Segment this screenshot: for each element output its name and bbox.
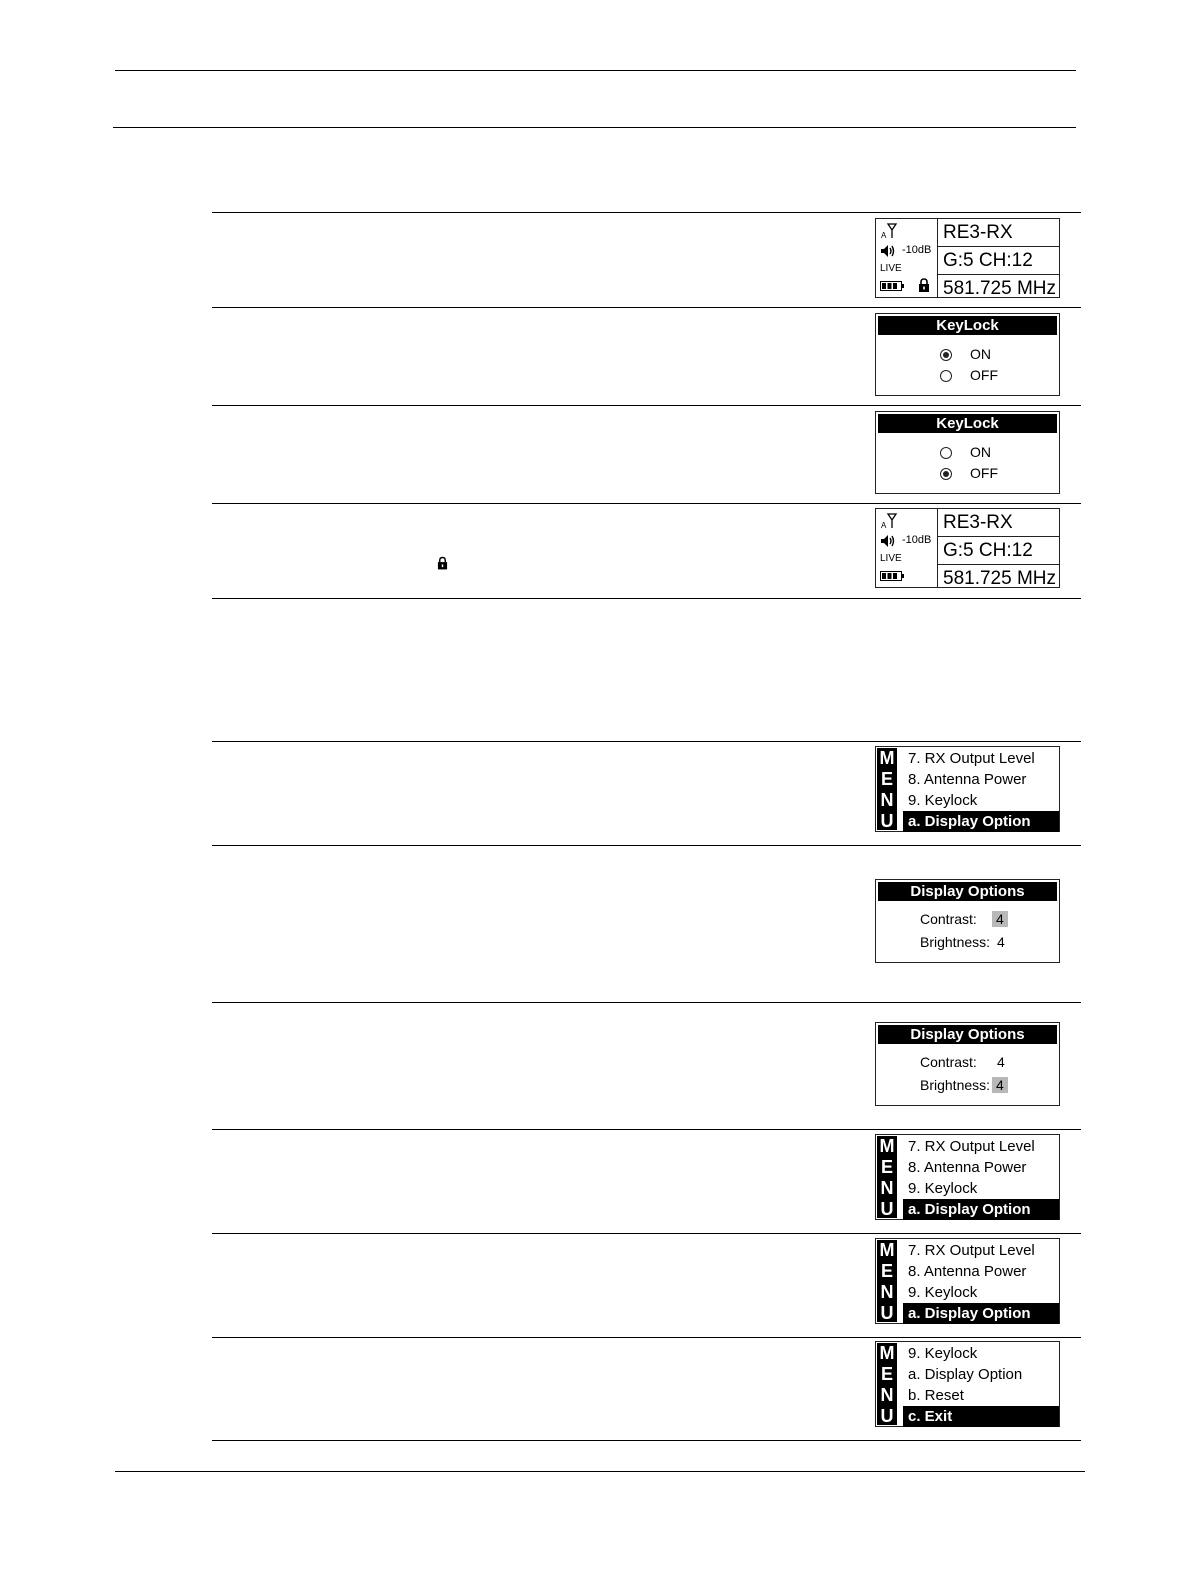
volume-level: -10dB	[902, 534, 932, 546]
group-channel: G:5 CH:12	[937, 537, 1059, 565]
lcd-menu-display-option	[875, 1238, 1060, 1324]
menu-item-keylock[interactable]: 9. Keylock	[908, 1284, 978, 1301]
status-panel	[876, 509, 938, 587]
keylock-title: KeyLock	[878, 414, 1057, 433]
menu-letter: E	[880, 1261, 893, 1281]
menu-letter: N	[880, 1178, 894, 1198]
frequency: 581.725 MHz	[943, 278, 1057, 299]
menu-letter: N	[880, 1385, 894, 1405]
menu-letter: E	[880, 769, 893, 789]
menu-item-display-option[interactable]: a. Display Option	[908, 1366, 1023, 1383]
menu-item-keylock[interactable]: 9. Keylock	[908, 1345, 978, 1362]
menu-list	[903, 1136, 1059, 1220]
footer-rule	[115, 1471, 1085, 1472]
model-name: RE3-RX	[937, 509, 1059, 537]
menu-letter: M	[879, 748, 895, 768]
table-row-divider	[212, 1002, 1081, 1003]
lcd-menu-display-option	[875, 746, 1060, 832]
lcd-display-options-contrast	[875, 879, 1060, 963]
option-on-label: ON	[970, 444, 991, 460]
menu-item-display-option[interactable]: a. Display Option	[903, 1199, 1059, 1220]
table-row-divider	[212, 307, 1081, 308]
option-off-label: OFF	[970, 367, 998, 383]
menu-letter: U	[880, 1303, 894, 1323]
menu-letter: N	[880, 1282, 894, 1302]
table-row-divider	[212, 1337, 1081, 1338]
menu-item-rx-output-level[interactable]: 7. RX Output Level	[908, 1242, 1035, 1259]
lcd-keylock-off	[875, 411, 1060, 494]
option-off-label: OFF	[970, 465, 998, 481]
radio-off-selected[interactable]	[940, 468, 952, 480]
battery-icon	[880, 281, 904, 291]
menu-letter: U	[880, 1199, 894, 1219]
svg-text:A: A	[881, 231, 887, 239]
info-panel	[937, 509, 1059, 587]
radio-off[interactable]	[940, 370, 952, 382]
table-row-divider	[212, 1129, 1081, 1130]
menu-letter: M	[879, 1343, 895, 1363]
speaker-icon	[880, 244, 896, 258]
menu-item-antenna-power[interactable]: 8. Antenna Power	[908, 771, 1027, 788]
model-name: RE3-RX	[937, 219, 1059, 247]
table-row-divider	[212, 1440, 1081, 1441]
display-options-title: Display Options	[878, 1025, 1057, 1044]
mode-label: LIVE	[880, 263, 902, 274]
brightness-label: Brightness:	[920, 1077, 991, 1093]
display-options-title: Display Options	[878, 882, 1057, 901]
brightness-value[interactable]: 4	[997, 934, 1005, 950]
table-row-divider	[212, 212, 1081, 213]
menu-strip	[877, 1136, 897, 1218]
option-on-label: ON	[970, 346, 991, 362]
contrast-value[interactable]: 4	[997, 1054, 1005, 1070]
lock-icon	[918, 278, 930, 292]
menu-letter: N	[880, 790, 894, 810]
antenna-icon	[881, 512, 899, 529]
menu-item-keylock[interactable]: 9. Keylock	[908, 1180, 978, 1197]
frequency: 581.725 MHz	[943, 568, 1057, 589]
lcd-home-screen-locked	[875, 218, 1060, 298]
menu-item-exit[interactable]: c. Exit	[903, 1406, 1059, 1427]
lcd-display-options-brightness	[875, 1022, 1060, 1106]
menu-letter: U	[880, 1406, 894, 1426]
header-rule-bottom	[113, 127, 1076, 128]
menu-item-rx-output-level[interactable]: 7. RX Output Level	[908, 750, 1035, 767]
menu-strip	[877, 1240, 897, 1322]
menu-item-display-option[interactable]: a. Display Option	[903, 811, 1059, 832]
lcd-home-screen-unlocked	[875, 508, 1060, 588]
menu-letter: M	[879, 1240, 895, 1260]
menu-item-rx-output-level[interactable]: 7. RX Output Level	[908, 1138, 1035, 1155]
menu-item-keylock[interactable]: 9. Keylock	[908, 792, 978, 809]
lcd-keylock-on	[875, 313, 1060, 396]
menu-letter: E	[880, 1364, 893, 1384]
menu-strip	[877, 748, 897, 830]
speaker-icon	[880, 534, 896, 548]
svg-text:A: A	[881, 521, 887, 529]
header-rule-top	[115, 70, 1076, 71]
info-panel	[937, 219, 1059, 297]
table-row-divider	[212, 598, 1081, 599]
menu-list	[903, 1240, 1059, 1324]
radio-on[interactable]	[940, 447, 952, 459]
menu-item-antenna-power[interactable]: 8. Antenna Power	[908, 1159, 1027, 1176]
table-row-divider	[212, 405, 1081, 406]
menu-item-display-option[interactable]: a. Display Option	[903, 1303, 1059, 1324]
contrast-value[interactable]: 4	[992, 911, 1008, 927]
menu-list	[903, 1343, 1059, 1427]
menu-list	[903, 748, 1059, 832]
menu-item-antenna-power[interactable]: 8. Antenna Power	[908, 1263, 1027, 1280]
status-panel	[876, 219, 938, 297]
contrast-label: Contrast:	[920, 911, 977, 927]
group-channel: G:5 CH:12	[937, 247, 1059, 275]
contrast-label: Contrast:	[920, 1054, 977, 1070]
radio-on-selected[interactable]	[940, 349, 952, 361]
table-row-divider	[212, 845, 1081, 846]
table-row-divider	[212, 503, 1081, 504]
brightness-label: Brightness:	[920, 934, 991, 950]
table-row-divider	[212, 1233, 1081, 1234]
brightness-value[interactable]: 4	[992, 1077, 1008, 1093]
menu-strip	[877, 1343, 897, 1425]
antenna-icon	[881, 222, 899, 239]
lcd-menu-display-option	[875, 1134, 1060, 1220]
lcd-menu-exit	[875, 1341, 1060, 1427]
battery-icon	[880, 571, 904, 581]
keylock-title: KeyLock	[878, 316, 1057, 335]
menu-letter: E	[880, 1157, 893, 1177]
menu-letter: M	[879, 1136, 895, 1156]
menu-item-reset[interactable]: b. Reset	[908, 1387, 964, 1404]
lock-icon	[437, 556, 448, 570]
volume-level: -10dB	[902, 244, 932, 256]
menu-letter: U	[880, 811, 894, 831]
mode-label: LIVE	[880, 553, 902, 564]
table-row-divider	[212, 741, 1081, 742]
